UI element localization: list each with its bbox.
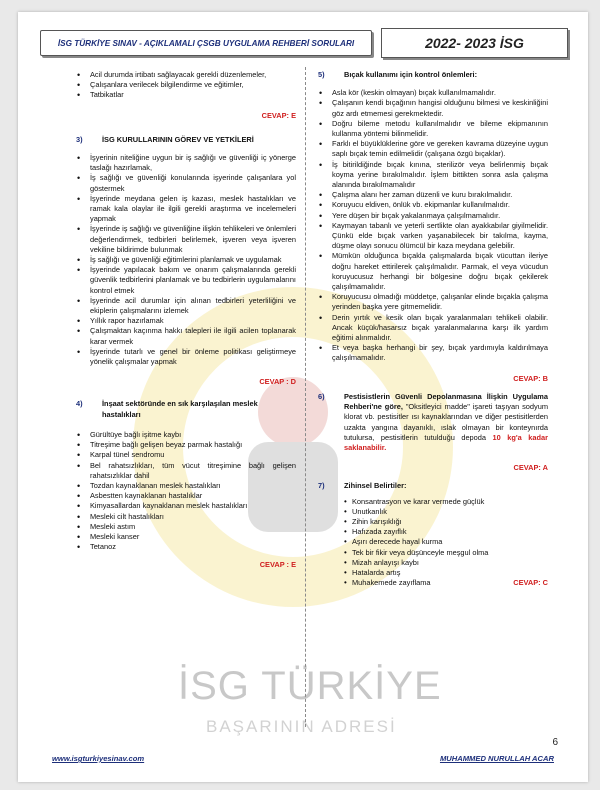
list-item: • İşyerinde iş sağlığı ve güvenliğine ilişkin tehlikeleri ve önlemleri değerlendirmek, tedbirleri belirlemek, işveren veya işveren vekiline bildirimde bulunmak [76,224,296,255]
list-item: • İşyerinde tutarlı ve genel bir önleme politikası geliştirmeye yönelik çalışmalar yapmak [76,347,296,367]
answer-label: CEVAP: B [513,373,548,383]
list-item: • İşyerinde acil durumlar için alınan tedbirleri yeterliliğini ve ekiplerin çalışmalarını izlemek [76,296,296,316]
list-item: • Karpal tünel sendromu [76,450,296,460]
answer-label: CEVAP: A [513,463,548,473]
list-item: • Koruyucu eldiven, önlük vb. ekipmanlar kullanılmalıdır. [318,200,548,210]
question-6-text [344,392,548,453]
question-6-bold: Pestisistlerin Güvenli Depolanmasına İlişkin Uygulama Rehberi'ne göre, [344,391,548,412]
page-number: 6 [552,737,558,748]
list-item: • Acil durumda irtibatı sağlayacak gerekli düzenlemeler, [76,70,296,80]
question-4-list [76,430,296,552]
list-item: • Mümkün olduğunca bıçakla çalışmalarda bıçak vücuttan ileriye doğru hareket ettirilerek çalışılmalıdır. Parmak, el veya vücudun koruyucusuz herhangi bir bölgesine doğru bıçak çekilerek çalışılmamalıdır. [318,251,548,292]
header-year-box [381,28,568,58]
list-item: • Zihin karışıklığı [346,517,548,527]
question-5-heading [318,70,548,80]
footer-website-link[interactable]: www.isgturkiyesinav.com [52,754,145,763]
list-item: • Çalışmaktan kaçınma hakkı talepleri ile ilgili acilen toplanarak karar vermek [76,326,296,346]
header-title: İSG TÜRKİYE SINAV - AÇIKLAMALI ÇSGB UYGULAMA REHBERİ SORULARI [57,38,355,48]
question-3-heading [76,135,296,145]
question-title: Zihinsel Belirtiler: [344,481,407,491]
list-item: • Koruyucusu olmadığı müddetçe, çalışanlar elinde bıçakla çalışma yerinden başka yere gitmemelidir. [318,292,548,312]
list-item: • İşyerinin niteliğine uygun bir iş sağlığı ve güvenliği iç yönerge taslağı hazırlamak, [76,153,296,173]
list-item: • Çalışanlara verilecek bilgilendirme ve eğitimler, [76,80,296,90]
list-item: • Konsantrasyon ve karar vermede güçlük [346,497,548,507]
question-7-list [338,497,548,589]
list-item: • Tozdan kaynaklanan meslek hastalıkları [76,481,296,491]
list-item-text: • Muhakemede zayıflama [352,578,431,588]
question-7-heading [318,481,548,491]
top-list [76,70,296,101]
header-year: 2022- 2023 İSG [425,35,524,51]
list-item: • Hatalarda artış [346,568,548,578]
question-5-list [318,88,548,363]
list-item: • Hafızada zayıflık [346,527,548,537]
list-item: • Gürültüye bağlı işitme kaybı [76,430,296,440]
list-item: • Yere düşen bir bıçak yakalanmaya çalışılmamalıdır. [318,211,548,221]
list-item: • Mizah anlayışı kaybı [346,558,548,568]
question-title: Bıçak kullanımı için kontrol önlemleri: [344,70,478,79]
list-item: • Mesleki kanser [76,532,296,542]
question-6-body: "Oksitleyici madde" işareti taşıyan sodyum klorat vb. pestisitler ısı kaynaklarından ve diğer pestisitlerden uzakta yangına dayanıklı, ıslak olmayan bir konteynırda tutulursa, pestisitlerin tutulduğu depoda [344,402,548,442]
list-item: • Asla kör (keskin olmayan) bıçak kullanılmamalıdır. [318,88,548,98]
right-column [318,70,548,588]
answer-label: CEVAP : E [259,560,296,570]
list-item: • Asbestten kaynaklanan hastalıklar [76,491,296,501]
list-item: • Çalışanın kendi bıçağının hangisi olduğunu bilmesi ve keskinliğini göz ardı etmemesi gerekmektedir. [318,98,548,118]
question-6-highlight: 10 kg'a kadar saklanabilir. [344,432,548,452]
list-item: • Tetanoz [76,542,296,552]
list-item: • Derin yırtık ve kesik olan bıçak yaralanmaları tehlikeli olabilir. Ancak küçük/hasarsız bıçak yaralanmalarına karşı ilk yardım eğitimi alınmalıdır. [318,313,548,344]
question-number: 7) [318,481,325,491]
list-item: • Mesleki astım [76,522,296,532]
question-3-list [76,153,296,367]
answer-label: CEVAP: C [513,578,548,588]
watermark-subtext: BAŞARININ ADRESİ [206,717,397,736]
footer-author: MUHAMMED NURULLAH ACAR [439,754,554,763]
list-item: • Mesleki cilt hastalıkları [76,512,296,522]
question-title: İnşaat sektöründe en sık karşılaşılan meslek hastalıkları [102,399,258,419]
watermark-text: İSG TÜRKİYE [178,664,442,708]
list-item [346,578,548,588]
list-item: • Farklı el büyüklüklerine göre ve gereken kavrama düzeyine uygun saplı bıçak temin edilmelidir (çalışana özgü bıçaklar). [318,139,548,159]
question-number: 5) [318,70,325,79]
list-item: • Titreşime bağlı gelişen beyaz parmak hastalığı [76,440,296,450]
list-item: • İş sağlığı ve güvenliği eğitimlerini planlamak ve uygulamak [76,255,296,265]
question-6-block [318,392,548,453]
list-item: • Et veya başka herhangi bir şey, bıçak yardımıyla kaldırılmaya çalışılmamalıdır. [318,343,548,363]
question-number: 4) [76,399,83,409]
list-item: • Kimyasallardan kaynaklanan meslek hastalıkları [76,501,296,511]
answer-label: CEVAP : D [259,377,296,387]
list-item: • Yıllık rapor hazırlamak [76,316,296,326]
header-title-box [40,30,372,56]
list-item: • İş bitirildiğinde bıçak kınına, sterilizör veya belirlenmiş bıçak koyma yerine bırakılmalıdır. İşlem bittikten sonra asla çalışma alanında bırakılmamalıdır [318,160,548,191]
question-4-heading [76,399,296,419]
list-item: • Tek bir fikir veya düşünceyle meşgul olma [346,548,548,558]
list-item: • Çalışma alanı her zaman düzenli ve kuru bırakılmalıdır. [318,190,548,200]
list-item: • İşyerinde yapılacak bakım ve onarım çalışmalarında gerekli güvenlik tedbirlerini planlamak ve bu tedbirlerin uygulamalarını kontrol etmek [76,265,296,296]
list-item: • Bel rahatsızlıkları, tüm vücut titreşimine bağlı gelişen rahatsızlıklar dahil [76,461,296,481]
question-number: 3) [76,134,83,144]
column-divider [305,67,306,727]
list-item: • Unutkanlık [346,507,548,517]
list-item: • Kaymayan tabanlı ve yeterli sertlikte olan ayakkabılar giyilmelidir. Çünkü elde bıçak varken yaşanabilecek bir takılma, kayma, düşme olayı sonucu ölümcül bir kaza meydana gelebilir. [318,221,548,252]
left-column [76,70,296,571]
list-item: • İşyerinde meydana gelen iş kazası, meslek hastalıkları ve ramak kala olaylar ile ilgili gerekli araştırma ve incelemeleri yapmak [76,194,296,225]
question-title: İSG KURULLARININ GÖREV VE YETKİLERİ [102,134,254,144]
list-item: • İş sağlığı ve güvenliği konularında işyerinde çalışanlara yol göstermek [76,173,296,193]
page-header [40,22,568,62]
list-item: • Aşırı derecede hayal kurma [346,537,548,547]
question-number: 6) [318,391,325,401]
document-page [18,12,588,782]
answer-label: CEVAP: E [261,110,296,120]
list-item: • Doğru bileme metodu kullanılmalıdır ve bileme ekipmanının kullanma yöntemi bilinmelidir. [318,119,548,139]
list-item: • Tatbikatlar [76,90,296,100]
